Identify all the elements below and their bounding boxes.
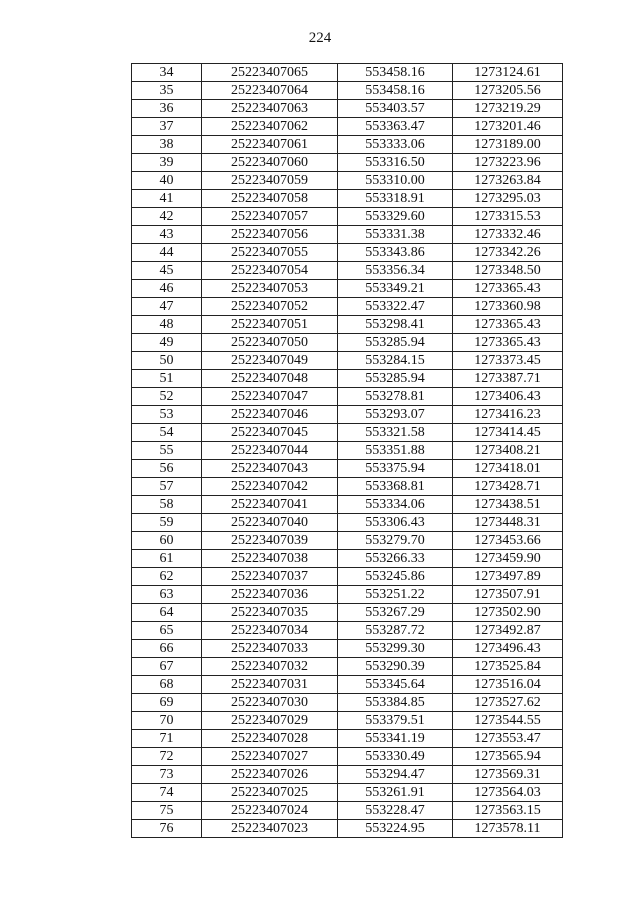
row-number-cell: 71 <box>132 730 202 748</box>
row-number-cell: 38 <box>132 136 202 154</box>
id-cell: 25223407063 <box>202 100 338 118</box>
y-coordinate-cell: 1273578.11 <box>453 820 563 838</box>
y-coordinate-cell: 1273565.94 <box>453 748 563 766</box>
x-coordinate-cell: 553341.19 <box>338 730 453 748</box>
table-row <box>132 478 563 496</box>
table-row <box>132 694 563 712</box>
y-coordinate-cell: 1273496.43 <box>453 640 563 658</box>
y-coordinate-cell: 1273360.98 <box>453 298 563 316</box>
row-number-cell: 65 <box>132 622 202 640</box>
row-number-cell: 35 <box>132 82 202 100</box>
y-coordinate-cell: 1273438.51 <box>453 496 563 514</box>
row-number-cell: 49 <box>132 334 202 352</box>
y-coordinate-cell: 1273189.00 <box>453 136 563 154</box>
y-coordinate-cell: 1273223.96 <box>453 154 563 172</box>
row-number-cell: 43 <box>132 226 202 244</box>
table-row <box>132 820 563 838</box>
x-coordinate-cell: 553228.47 <box>338 802 453 820</box>
x-coordinate-cell: 553267.29 <box>338 604 453 622</box>
y-coordinate-cell: 1273219.29 <box>453 100 563 118</box>
row-number-cell: 40 <box>132 172 202 190</box>
y-coordinate-cell: 1273525.84 <box>453 658 563 676</box>
id-cell: 25223407054 <box>202 262 338 280</box>
x-coordinate-cell: 553287.72 <box>338 622 453 640</box>
x-coordinate-cell: 553368.81 <box>338 478 453 496</box>
y-coordinate-cell: 1273553.47 <box>453 730 563 748</box>
x-coordinate-cell: 553294.47 <box>338 766 453 784</box>
x-coordinate-cell: 553384.85 <box>338 694 453 712</box>
table-row <box>132 208 563 226</box>
x-coordinate-cell: 553345.64 <box>338 676 453 694</box>
y-coordinate-cell: 1273507.91 <box>453 586 563 604</box>
row-number-cell: 62 <box>132 568 202 586</box>
row-number-cell: 64 <box>132 604 202 622</box>
row-number-cell: 51 <box>132 370 202 388</box>
row-number-cell: 61 <box>132 550 202 568</box>
x-coordinate-cell: 553331.38 <box>338 226 453 244</box>
y-coordinate-cell: 1273124.61 <box>453 64 563 82</box>
id-cell: 25223407057 <box>202 208 338 226</box>
row-number-cell: 68 <box>132 676 202 694</box>
row-number-cell: 52 <box>132 388 202 406</box>
table-row <box>132 784 563 802</box>
row-number-cell: 63 <box>132 586 202 604</box>
table-row <box>132 100 563 118</box>
y-coordinate-cell: 1273387.71 <box>453 370 563 388</box>
y-coordinate-cell: 1273365.43 <box>453 316 563 334</box>
id-cell: 25223407026 <box>202 766 338 784</box>
x-coordinate-cell: 553458.16 <box>338 64 453 82</box>
row-number-cell: 45 <box>132 262 202 280</box>
id-cell: 25223407040 <box>202 514 338 532</box>
x-coordinate-cell: 553306.43 <box>338 514 453 532</box>
table-row <box>132 226 563 244</box>
x-coordinate-cell: 553330.49 <box>338 748 453 766</box>
x-coordinate-cell: 553343.86 <box>338 244 453 262</box>
y-coordinate-cell: 1273408.21 <box>453 442 563 460</box>
id-cell: 25223407027 <box>202 748 338 766</box>
y-coordinate-cell: 1273563.15 <box>453 802 563 820</box>
y-coordinate-cell: 1273315.53 <box>453 208 563 226</box>
x-coordinate-cell: 553363.47 <box>338 118 453 136</box>
x-coordinate-cell: 553356.34 <box>338 262 453 280</box>
y-coordinate-cell: 1273453.66 <box>453 532 563 550</box>
row-number-cell: 46 <box>132 280 202 298</box>
row-number-cell: 42 <box>132 208 202 226</box>
table-row <box>132 244 563 262</box>
row-number-cell: 50 <box>132 352 202 370</box>
y-coordinate-cell: 1273295.03 <box>453 190 563 208</box>
x-coordinate-cell: 553333.06 <box>338 136 453 154</box>
row-number-cell: 59 <box>132 514 202 532</box>
table-row <box>132 298 563 316</box>
table-row <box>132 586 563 604</box>
y-coordinate-cell: 1273416.23 <box>453 406 563 424</box>
id-cell: 25223407048 <box>202 370 338 388</box>
table-row <box>132 460 563 478</box>
id-cell: 25223407053 <box>202 280 338 298</box>
id-cell: 25223407024 <box>202 802 338 820</box>
y-coordinate-cell: 1273406.43 <box>453 388 563 406</box>
id-cell: 25223407043 <box>202 460 338 478</box>
x-coordinate-cell: 553251.22 <box>338 586 453 604</box>
row-number-cell: 56 <box>132 460 202 478</box>
table-row <box>132 658 563 676</box>
x-coordinate-cell: 553316.50 <box>338 154 453 172</box>
x-coordinate-cell: 553224.95 <box>338 820 453 838</box>
table-row <box>132 442 563 460</box>
x-coordinate-cell: 553279.70 <box>338 532 453 550</box>
table-body <box>132 64 563 838</box>
table-row <box>132 172 563 190</box>
x-coordinate-cell: 553322.47 <box>338 298 453 316</box>
table-row <box>132 532 563 550</box>
x-coordinate-cell: 553284.15 <box>338 352 453 370</box>
table-row <box>132 280 563 298</box>
id-cell: 25223407033 <box>202 640 338 658</box>
id-cell: 25223407037 <box>202 568 338 586</box>
y-coordinate-cell: 1273348.50 <box>453 262 563 280</box>
y-coordinate-cell: 1273492.87 <box>453 622 563 640</box>
id-cell: 25223407025 <box>202 784 338 802</box>
id-cell: 25223407045 <box>202 424 338 442</box>
x-coordinate-cell: 553375.94 <box>338 460 453 478</box>
y-coordinate-cell: 1273373.45 <box>453 352 563 370</box>
y-coordinate-cell: 1273564.03 <box>453 784 563 802</box>
table-row <box>132 154 563 172</box>
row-number-cell: 58 <box>132 496 202 514</box>
y-coordinate-cell: 1273459.90 <box>453 550 563 568</box>
id-cell: 25223407059 <box>202 172 338 190</box>
x-coordinate-cell: 553290.39 <box>338 658 453 676</box>
id-cell: 25223407034 <box>202 622 338 640</box>
y-coordinate-cell: 1273418.01 <box>453 460 563 478</box>
id-cell: 25223407058 <box>202 190 338 208</box>
table-row <box>132 370 563 388</box>
row-number-cell: 72 <box>132 748 202 766</box>
y-coordinate-cell: 1273569.31 <box>453 766 563 784</box>
y-coordinate-cell: 1273502.90 <box>453 604 563 622</box>
id-cell: 25223407031 <box>202 676 338 694</box>
x-coordinate-cell: 553285.94 <box>338 334 453 352</box>
x-coordinate-cell: 553321.58 <box>338 424 453 442</box>
row-number-cell: 69 <box>132 694 202 712</box>
x-coordinate-cell: 553245.86 <box>338 568 453 586</box>
x-coordinate-cell: 553349.21 <box>338 280 453 298</box>
row-number-cell: 37 <box>132 118 202 136</box>
id-cell: 25223407046 <box>202 406 338 424</box>
table-row <box>132 388 563 406</box>
id-cell: 25223407062 <box>202 118 338 136</box>
id-cell: 25223407028 <box>202 730 338 748</box>
coordinates-table <box>131 63 563 838</box>
id-cell: 25223407030 <box>202 694 338 712</box>
row-number-cell: 36 <box>132 100 202 118</box>
y-coordinate-cell: 1273527.62 <box>453 694 563 712</box>
id-cell: 25223407056 <box>202 226 338 244</box>
row-number-cell: 54 <box>132 424 202 442</box>
x-coordinate-cell: 553261.91 <box>338 784 453 802</box>
table-row <box>132 496 563 514</box>
id-cell: 25223407036 <box>202 586 338 604</box>
x-coordinate-cell: 553334.06 <box>338 496 453 514</box>
x-coordinate-cell: 553379.51 <box>338 712 453 730</box>
id-cell: 25223407051 <box>202 316 338 334</box>
id-cell: 25223407039 <box>202 532 338 550</box>
id-cell: 25223407047 <box>202 388 338 406</box>
table-row <box>132 316 563 334</box>
x-coordinate-cell: 553318.91 <box>338 190 453 208</box>
id-cell: 25223407050 <box>202 334 338 352</box>
id-cell: 25223407029 <box>202 712 338 730</box>
row-number-cell: 70 <box>132 712 202 730</box>
x-coordinate-cell: 553299.30 <box>338 640 453 658</box>
table-row <box>132 676 563 694</box>
row-number-cell: 48 <box>132 316 202 334</box>
y-coordinate-cell: 1273448.31 <box>453 514 563 532</box>
id-cell: 25223407052 <box>202 298 338 316</box>
id-cell: 25223407049 <box>202 352 338 370</box>
x-coordinate-cell: 553278.81 <box>338 388 453 406</box>
id-cell: 25223407042 <box>202 478 338 496</box>
x-coordinate-cell: 553458.16 <box>338 82 453 100</box>
row-number-cell: 66 <box>132 640 202 658</box>
row-number-cell: 57 <box>132 478 202 496</box>
row-number-cell: 34 <box>132 64 202 82</box>
y-coordinate-cell: 1273497.89 <box>453 568 563 586</box>
table-row <box>132 802 563 820</box>
table-row <box>132 748 563 766</box>
id-cell: 25223407060 <box>202 154 338 172</box>
y-coordinate-cell: 1273365.43 <box>453 280 563 298</box>
row-number-cell: 73 <box>132 766 202 784</box>
y-coordinate-cell: 1273428.71 <box>453 478 563 496</box>
table-row <box>132 568 563 586</box>
x-coordinate-cell: 553293.07 <box>338 406 453 424</box>
id-cell: 25223407055 <box>202 244 338 262</box>
x-coordinate-cell: 553310.00 <box>338 172 453 190</box>
id-cell: 25223407064 <box>202 82 338 100</box>
row-number-cell: 41 <box>132 190 202 208</box>
id-cell: 25223407041 <box>202 496 338 514</box>
table-row <box>132 550 563 568</box>
id-cell: 25223407044 <box>202 442 338 460</box>
y-coordinate-cell: 1273365.43 <box>453 334 563 352</box>
y-coordinate-cell: 1273205.56 <box>453 82 563 100</box>
table-row <box>132 118 563 136</box>
table-row <box>132 334 563 352</box>
table-row <box>132 766 563 784</box>
y-coordinate-cell: 1273201.46 <box>453 118 563 136</box>
table-row <box>132 424 563 442</box>
x-coordinate-cell: 553298.41 <box>338 316 453 334</box>
table-row <box>132 406 563 424</box>
id-cell: 25223407023 <box>202 820 338 838</box>
table-row <box>132 712 563 730</box>
row-number-cell: 55 <box>132 442 202 460</box>
coordinates-table-container <box>131 63 563 838</box>
page-number: 224 <box>308 30 332 46</box>
row-number-cell: 74 <box>132 784 202 802</box>
row-number-cell: 60 <box>132 532 202 550</box>
row-number-cell: 76 <box>132 820 202 838</box>
y-coordinate-cell: 1273544.55 <box>453 712 563 730</box>
y-coordinate-cell: 1273332.46 <box>453 226 563 244</box>
row-number-cell: 44 <box>132 244 202 262</box>
id-cell: 25223407065 <box>202 64 338 82</box>
y-coordinate-cell: 1273516.04 <box>453 676 563 694</box>
row-number-cell: 67 <box>132 658 202 676</box>
table-row <box>132 136 563 154</box>
id-cell: 25223407035 <box>202 604 338 622</box>
id-cell: 25223407061 <box>202 136 338 154</box>
table-row <box>132 82 563 100</box>
id-cell: 25223407038 <box>202 550 338 568</box>
x-coordinate-cell: 553329.60 <box>338 208 453 226</box>
x-coordinate-cell: 553285.94 <box>338 370 453 388</box>
table-row <box>132 604 563 622</box>
id-cell: 25223407032 <box>202 658 338 676</box>
row-number-cell: 75 <box>132 802 202 820</box>
table-row <box>132 622 563 640</box>
y-coordinate-cell: 1273263.84 <box>453 172 563 190</box>
table-row <box>132 64 563 82</box>
table-row <box>132 640 563 658</box>
table-row <box>132 262 563 280</box>
x-coordinate-cell: 553266.33 <box>338 550 453 568</box>
x-coordinate-cell: 553351.88 <box>338 442 453 460</box>
y-coordinate-cell: 1273414.45 <box>453 424 563 442</box>
row-number-cell: 53 <box>132 406 202 424</box>
row-number-cell: 39 <box>132 154 202 172</box>
x-coordinate-cell: 553403.57 <box>338 100 453 118</box>
table-row <box>132 190 563 208</box>
table-row <box>132 730 563 748</box>
y-coordinate-cell: 1273342.26 <box>453 244 563 262</box>
table-row <box>132 514 563 532</box>
row-number-cell: 47 <box>132 298 202 316</box>
table-row <box>132 352 563 370</box>
